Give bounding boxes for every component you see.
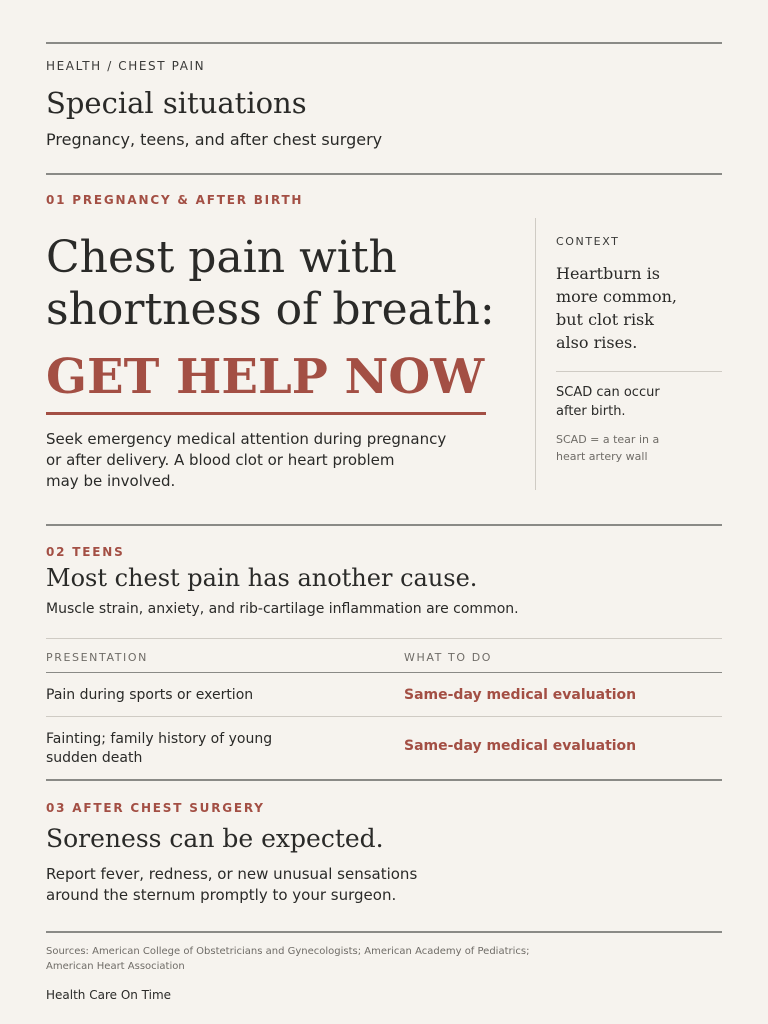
table-top-rule [46, 638, 722, 639]
context-note-line1: SCAD can occur [556, 385, 660, 400]
table-row-1-presentation: Pain during sports or exertion [46, 687, 254, 703]
section3-body-line2: around the sternum promptly to your surgeon. [46, 886, 397, 904]
page-title: Special situations [46, 86, 307, 120]
table-header-presentation: PRESENTATION [46, 651, 148, 664]
context-note-line2: after birth. [556, 404, 626, 419]
context-quote-line3: but clot risk [556, 310, 654, 329]
context-definition-line1: SCAD = a tear in a [556, 433, 660, 446]
brand-name: Health Care On Time [46, 988, 172, 1002]
section3-headline: Soreness can be expected. [46, 824, 384, 853]
context-label: CONTEXT [556, 235, 620, 248]
table-row-1-action: Same-day medical evaluation [404, 687, 637, 703]
sources-line1: Sources: American College of Obstetricians and Gynecologists; American Academy of Pediatrics; [46, 946, 530, 957]
section2-body: Muscle strain, anxiety, and rib-cartilage inflammation are common. [46, 601, 519, 617]
table-row-rule [46, 716, 722, 717]
context-quote-line1: Heartburn is [556, 264, 660, 283]
section1-body-line1: Seek emergency medical attention during pregnancy [46, 430, 447, 448]
section1-label: 01 PREGNANCY & AFTER BIRTH [46, 193, 304, 207]
context-quote-line2: more common, [556, 287, 677, 306]
section1-rule [46, 173, 722, 175]
table-header-rule [46, 672, 722, 673]
top-rule [46, 42, 722, 44]
table-row-2-action: Same-day medical evaluation [404, 738, 637, 754]
sources-line2: American Heart Association [46, 961, 185, 972]
section3-body-line1: Report fever, redness, or new unusual sensations [46, 865, 418, 883]
footer-rule [46, 931, 722, 933]
context-divider [535, 218, 536, 490]
page-subtitle: Pregnancy, teens, and after chest surgery [46, 130, 383, 149]
section3-rule [46, 779, 722, 781]
section3-label: 03 AFTER CHEST SURGERY [46, 801, 265, 815]
section2-label: 02 TEENS [46, 545, 125, 559]
section1-headline-line1: Chest pain with [46, 232, 397, 283]
get-help-now-callout: GET HELP NOW [46, 349, 485, 405]
section2-rule [46, 524, 722, 526]
section1-headline-line2: shortness of breath: [46, 284, 495, 335]
breadcrumb: HEALTH / CHEST PAIN [46, 59, 206, 73]
table-row-2-presentation-line1: Fainting; family history of young [46, 731, 273, 747]
table-header-what-to-do: WHAT TO DO [404, 651, 493, 664]
context-quote-line4: also rises. [556, 333, 638, 352]
callout-underline [46, 412, 486, 415]
context-definition-line2: heart artery wall [556, 450, 648, 463]
section1-body-line3: may be involved. [46, 472, 176, 490]
context-rule [556, 371, 722, 372]
section1-body-line2: or after delivery. A blood clot or heart problem [46, 451, 395, 469]
section2-headline: Most chest pain has another cause. [46, 564, 478, 592]
table-row-2-presentation-line2: sudden death [46, 750, 143, 766]
